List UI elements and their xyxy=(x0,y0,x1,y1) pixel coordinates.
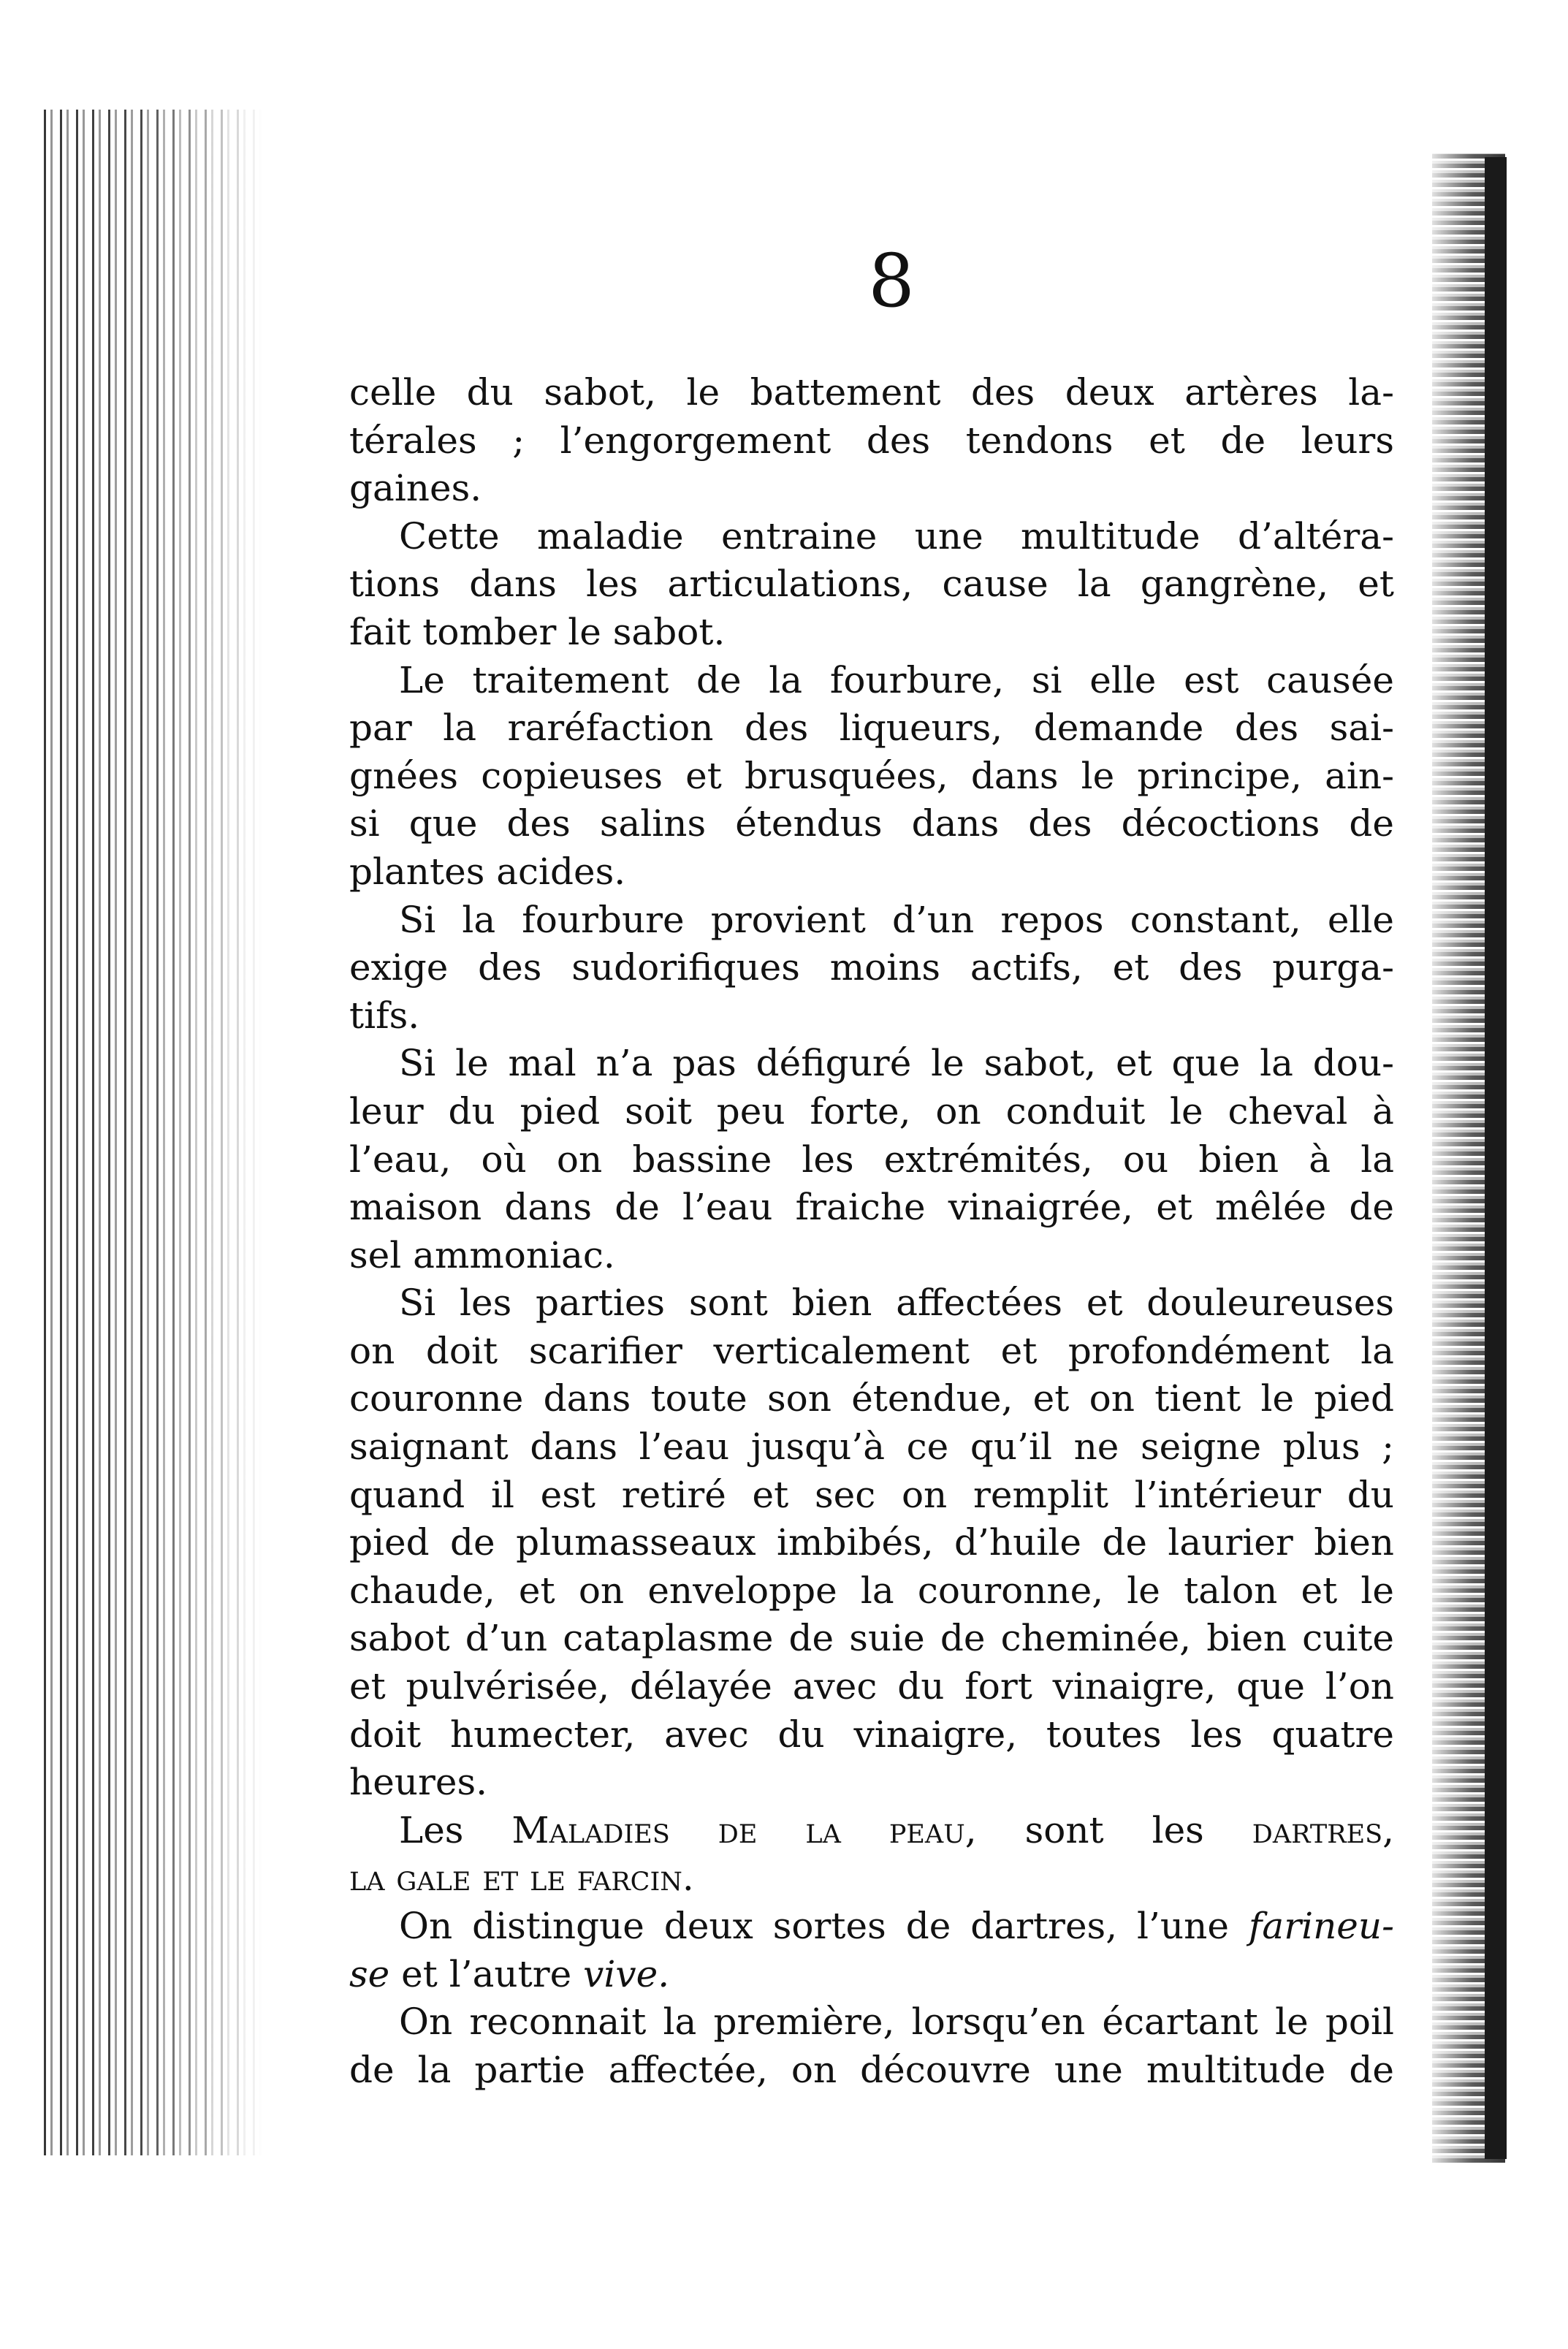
text-line: gnées copieuses et brusquées, dans le principe, ain- xyxy=(349,754,1394,797)
text-line: Cette maladie entraine une multitude d’altéra- xyxy=(399,514,1394,557)
small-caps-term: dartres, xyxy=(1252,1808,1394,1851)
page-number: 8 xyxy=(868,238,915,324)
text-fragment: Les xyxy=(399,1808,464,1851)
italic-term: se xyxy=(349,1952,390,1995)
text-line: plantes acides. xyxy=(349,850,626,893)
text-line: Si la fourbure provient d’un repos constant, elle xyxy=(399,898,1394,941)
text-line: Si les parties sont bien affectées et douleureuses xyxy=(399,1282,1394,1325)
small-caps-line: la gale et le farcin. xyxy=(349,1857,694,1900)
text-line: l’eau, où on bassine les extrémités, ou bien à la xyxy=(349,1138,1394,1181)
text-line: on doit scarifier verticalement et profondément la xyxy=(349,1329,1394,1372)
text-line xyxy=(349,1903,1394,1951)
scanned-page-shadow-right xyxy=(1485,157,1507,2159)
page-body xyxy=(349,369,1394,2094)
italic-term: farineu- xyxy=(1248,1905,1394,1947)
text-line: tions dans les articulations, cause la gangrène, et xyxy=(349,563,1394,606)
text-line: maison dans de l’eau fraiche vinaigrée, et mêlée de xyxy=(349,1186,1394,1229)
text-line: térales ; l’engorgement des tendons et de leurs xyxy=(349,419,1394,462)
text-line: quand il est retiré et sec on remplit l’intérieur du xyxy=(349,1473,1394,1516)
text-fragment: sont les xyxy=(1024,1808,1204,1851)
text-line: et pulvérisée, délayée avec du fort vinaigre, que l’on xyxy=(349,1665,1394,1708)
text-line: doit humecter, avec du vinaigre, toutes les quatre xyxy=(349,1713,1394,1756)
text-line: pied de plumasseaux imbibés, d’huile de laurier bien xyxy=(349,1521,1394,1564)
text-line: celle du sabot, le battement des deux artères la- xyxy=(349,371,1394,414)
text-line: de la partie affectée, on découvre une multitude de xyxy=(349,2048,1394,2091)
text-line: exige des sudorifiques moins actifs, et des purga- xyxy=(349,946,1394,989)
text-line: Si le mal n’a pas défiguré le sabot, et que la dou- xyxy=(399,1042,1394,1085)
text-line: couronne dans toute son étendue, et on tient le pied xyxy=(349,1377,1394,1420)
text-fragment: et l’autre xyxy=(401,1952,572,1995)
text-line: leur du pied soit peu forte, on conduit le cheval à xyxy=(349,1089,1394,1132)
text-line xyxy=(349,1951,1394,1999)
text-line: On reconnait la première, lorsqu’en écartant le poil xyxy=(399,2000,1394,2044)
text-line: saignant dans l’eau jusqu’à ce qu’il ne seigne plus ; xyxy=(349,1425,1394,1469)
text-line: si que des salins étendus dans des décoctions de xyxy=(349,802,1394,845)
text-line: sel ammoniac. xyxy=(349,1233,615,1276)
text-line: fait tomber le sabot. xyxy=(349,610,726,653)
italic-term: vive. xyxy=(583,1952,670,1995)
text-line: tifs. xyxy=(349,994,420,1037)
text-line: par la raréfaction des liqueurs, demande des sai- xyxy=(349,707,1394,750)
text-line: sabot d’un cataplasme de suie de cheminée, bien cuite xyxy=(349,1617,1394,1660)
text-line: gaines. xyxy=(349,467,482,510)
text-line: chaude, et on enveloppe la couronne, le talon et le xyxy=(349,1569,1394,1612)
text-line: Le traitement de la fourbure, si elle est causée xyxy=(399,658,1394,701)
text-fragment: On distingue deux sortes de dartres, l’une xyxy=(399,1905,1229,1947)
scanned-page-edge-left xyxy=(44,110,263,2155)
text-line: heures. xyxy=(349,1761,488,1804)
text-line xyxy=(349,1807,1394,1855)
small-caps-term: Maladies de la peau, xyxy=(511,1808,977,1851)
